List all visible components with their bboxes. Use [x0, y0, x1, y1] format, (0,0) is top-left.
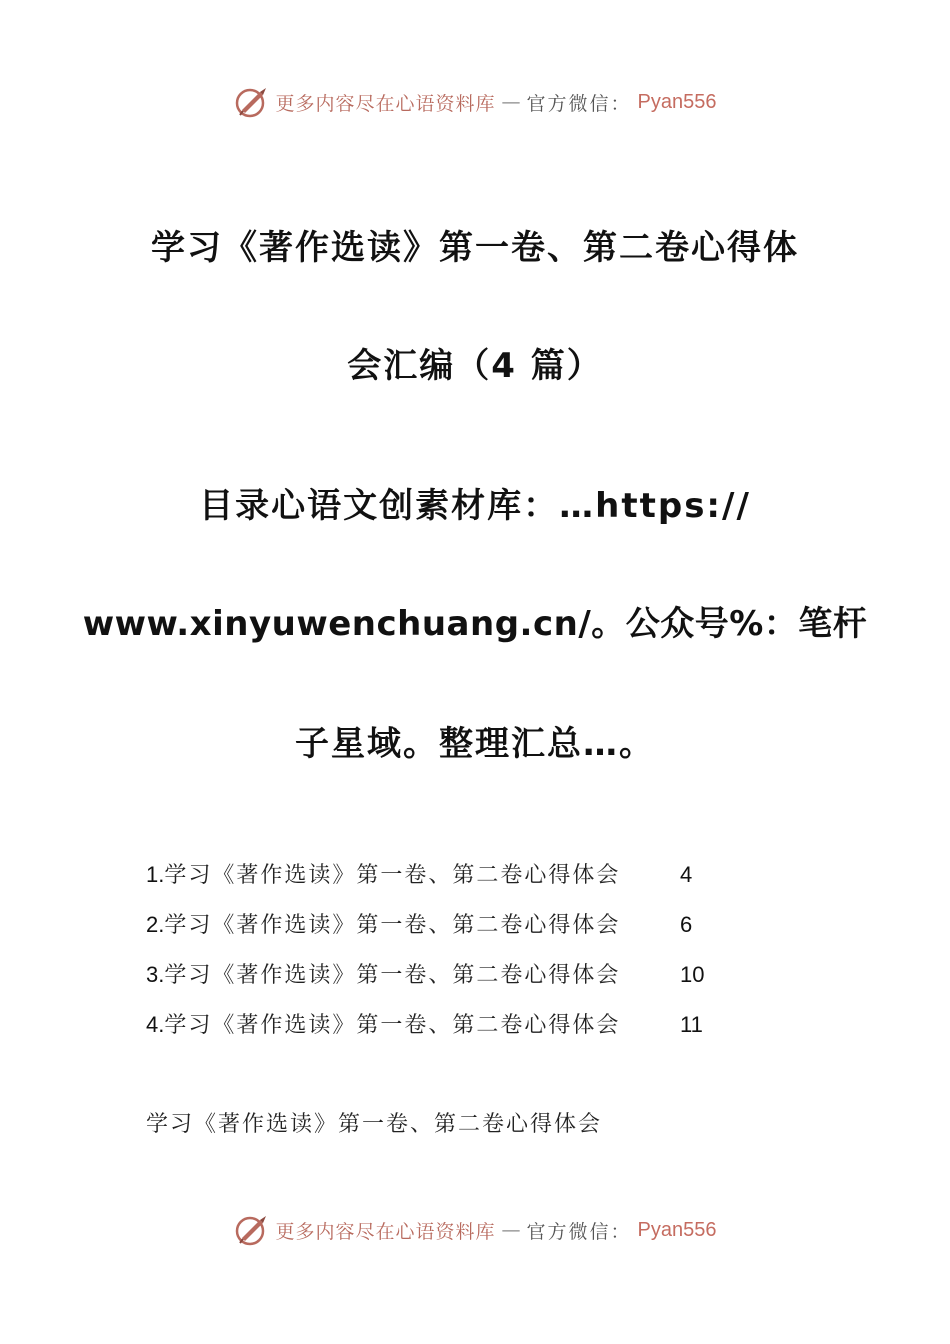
toc-entry[interactable] — [146, 956, 786, 1006]
table-of-contents — [146, 856, 786, 1056]
toc-entry-page: 11 — [680, 1012, 703, 1037]
document-title-line-1: 学习《著作选读》第一卷、第二卷心得体 — [151, 228, 799, 268]
banner-wechat-id: Pyan556 — [637, 1218, 717, 1241]
banner-site-text: 更多内容尽在心语资料库 — [275, 92, 496, 115]
toc-entry[interactable] — [146, 906, 786, 956]
toc-entry-page: 10 — [680, 962, 705, 987]
toc-entry-page: 6 — [680, 912, 693, 937]
banner-dash: — — [501, 91, 521, 113]
banner-site-text: 更多内容尽在心语资料库 — [275, 1220, 496, 1243]
document-title-line-4: www.xinyuwenchuang.cn/。公众号%：笔杆 — [82, 604, 868, 644]
toc-entry[interactable] — [146, 856, 786, 906]
banner-wechat-id: Pyan556 — [637, 90, 717, 113]
quill-pen-logo-icon — [234, 1212, 270, 1248]
footer-banner — [0, 1208, 950, 1252]
banner-contact-label: 官方微信： — [526, 1220, 632, 1243]
toc-entry-number: 4. — [146, 1012, 165, 1037]
toc-entry-title: 学习《著作选读》第一卷、第二卷心得体会 — [164, 913, 621, 938]
toc-entry-title: 学习《著作选读》第一卷、第二卷心得体会 — [164, 1013, 621, 1038]
banner-dash: — — [501, 1219, 521, 1241]
document-title-line-5: 子星域。整理汇总…。 — [295, 724, 655, 764]
header-banner — [0, 80, 950, 124]
quill-pen-logo-icon — [234, 84, 270, 120]
document-title-line-2: 会汇编（4 篇） — [347, 346, 603, 386]
document-title-line-3: 目录心语文创素材库：…https:// — [199, 486, 751, 526]
toc-entry-page: 4 — [680, 862, 693, 887]
toc-entry-title: 学习《著作选读》第一卷、第二卷心得体会 — [164, 863, 621, 888]
toc-entry-number: 3. — [146, 962, 165, 987]
toc-entry-title: 学习《著作选读》第一卷、第二卷心得体会 — [164, 963, 621, 988]
banner-contact-label: 官方微信： — [526, 92, 632, 115]
toc-entry-number: 1. — [146, 862, 165, 887]
section-heading: 学习《著作选读》第一卷、第二卷心得体会 — [146, 1112, 603, 1137]
toc-entry[interactable] — [146, 1006, 786, 1056]
toc-entry-number: 2. — [146, 912, 165, 937]
